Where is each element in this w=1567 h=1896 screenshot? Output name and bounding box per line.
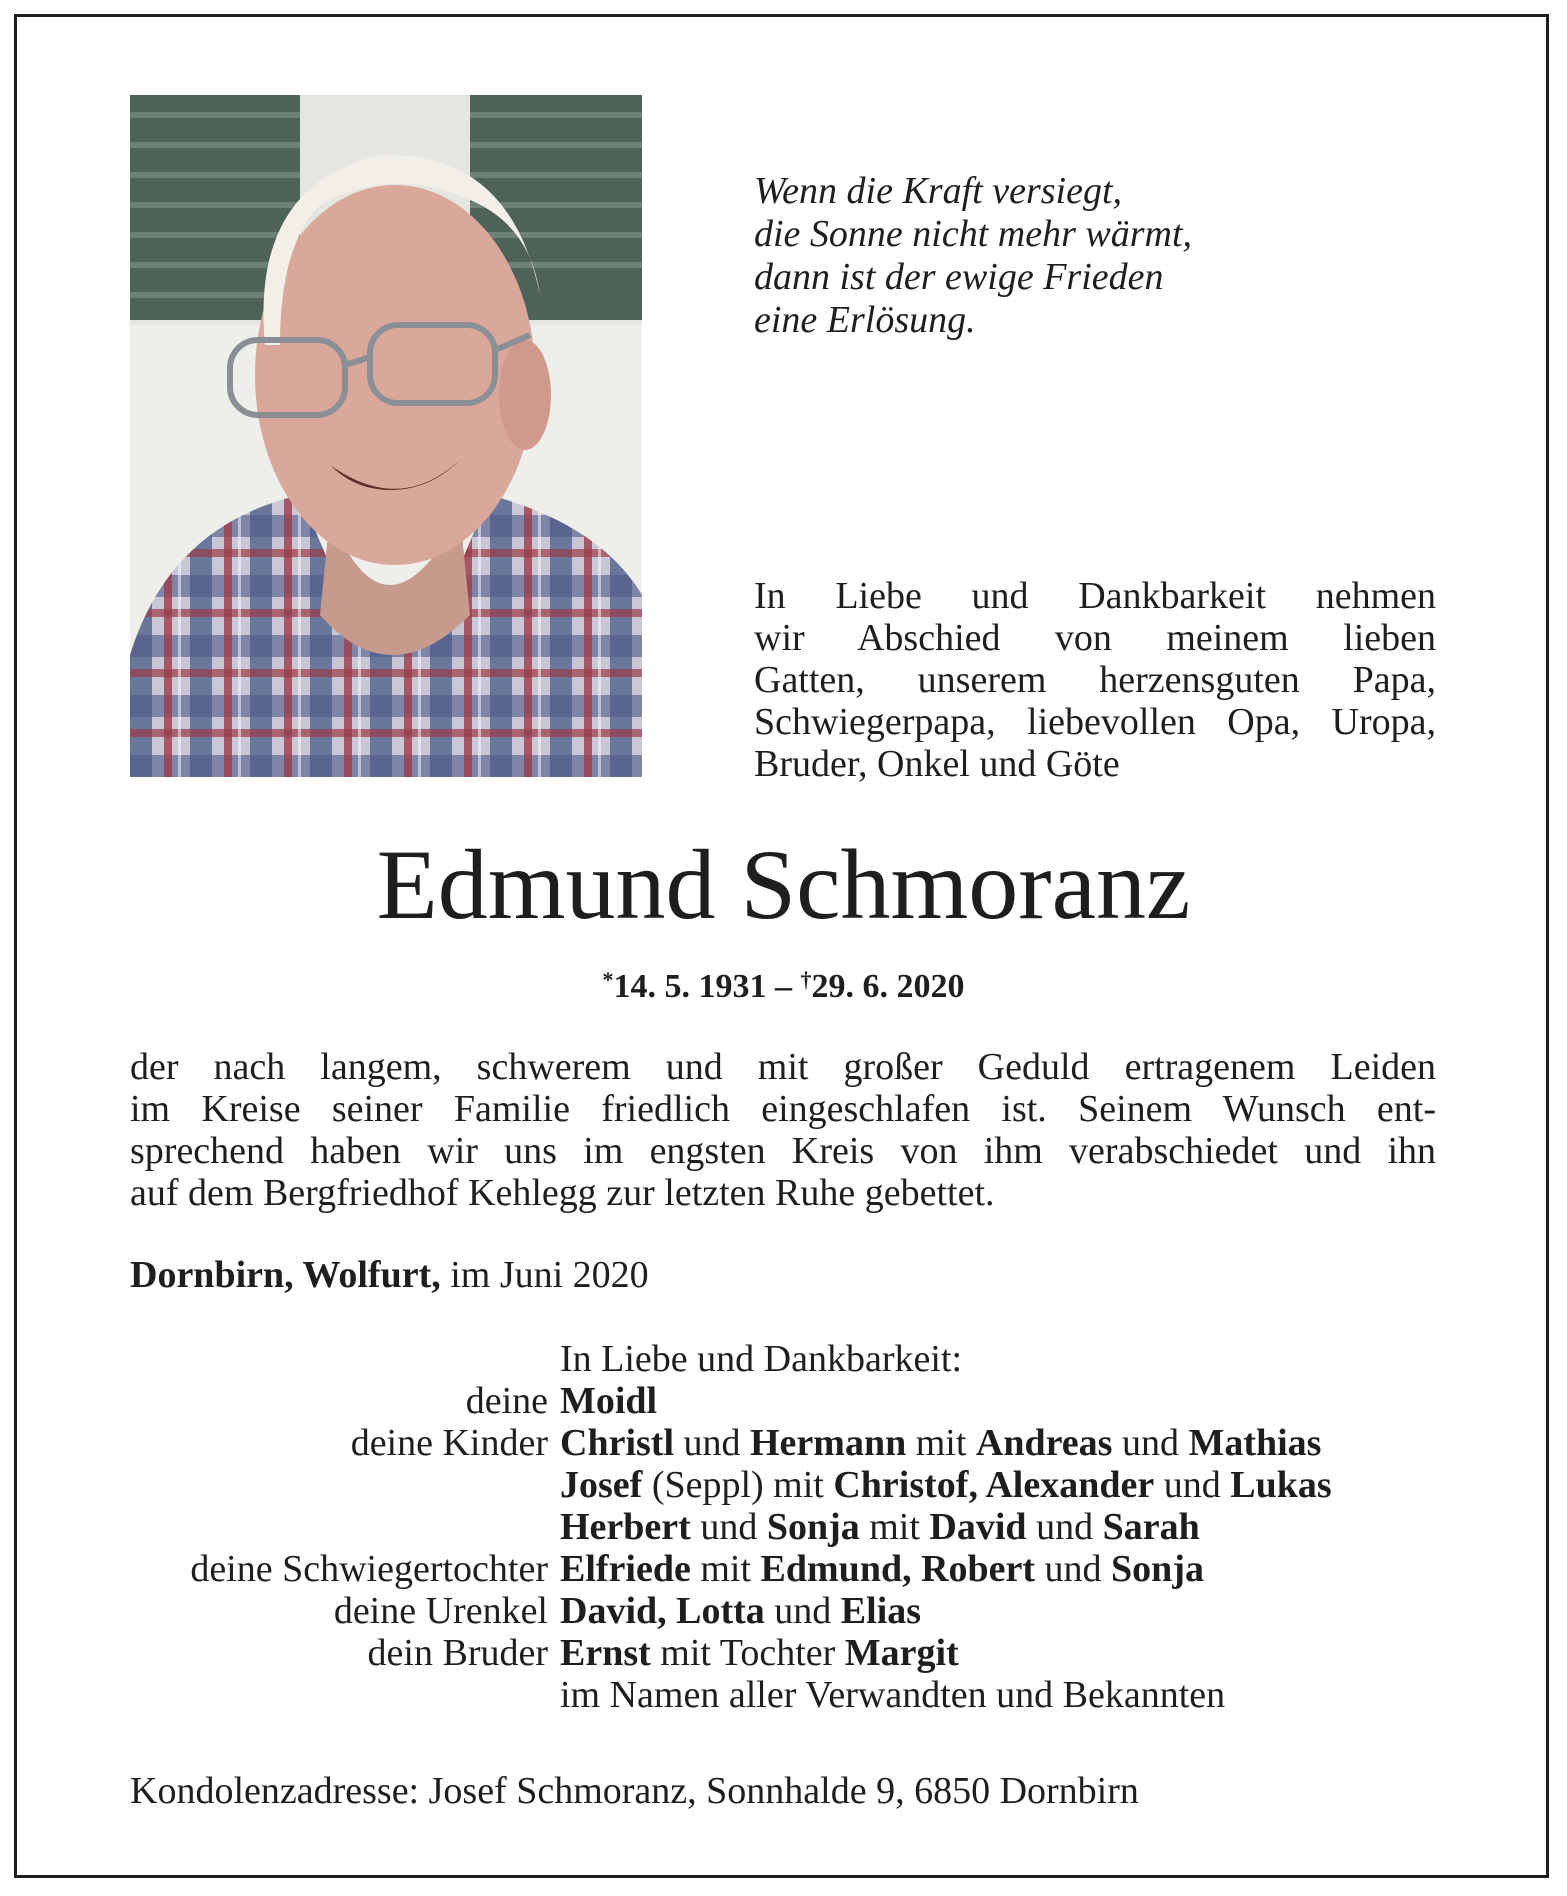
mourner-names <box>560 1422 1436 1464</box>
mourner-connector: und <box>690 1506 767 1548</box>
mourner-connector: und <box>674 1422 750 1464</box>
mourner-relation: deine Schwiegertochter <box>190 1548 548 1590</box>
mourner-name: Ernst <box>560 1632 651 1674</box>
mourner-names <box>560 1590 1436 1632</box>
mourner-names <box>560 1506 1436 1548</box>
body-line: der nach langem, schwerem und mit großer Geduld ertragenem Leiden <box>130 1046 1436 1088</box>
mourner-name: Mathias <box>1188 1422 1322 1464</box>
intro-line: Gatten, unserem herzensguten Papa, <box>754 659 1436 701</box>
mourner-name: Margit <box>844 1632 959 1674</box>
intro-line: In Liebe und Dankbarkeit nehmen <box>754 575 1436 617</box>
mourner-names <box>560 1548 1436 1590</box>
mourner-row <box>130 1590 1436 1632</box>
mourner-row <box>130 1506 1436 1548</box>
mourner-relation: deine Kinder <box>350 1422 548 1464</box>
mourner-name: Josef <box>560 1464 643 1506</box>
mourner-name: Christof, Alexander <box>833 1464 1155 1506</box>
intro-line: Bruder, Onkel und Göte <box>754 743 1120 785</box>
place-date: im Juni 2020 <box>440 1254 649 1296</box>
birth-symbol: * <box>602 967 614 992</box>
mourner-row <box>130 1548 1436 1590</box>
intro-line: Schwiegerpapa, liebevollen Opa, Uropa, <box>754 701 1436 743</box>
body-line: im Kreise seiner Familie friedlich eingeschlafen ist. Seinem Wunsch ent- <box>130 1088 1436 1130</box>
mourner-names <box>560 1380 1436 1422</box>
mourner-relation <box>130 1506 560 1548</box>
mourner-connector: und <box>1154 1464 1231 1506</box>
condolence-address: Kondolenzadresse: Josef Schmoranz, Sonnhalde 9, 6850 Dornbirn <box>130 1770 1139 1812</box>
poem-line: dann ist der ewige Frieden <box>754 256 1164 298</box>
portrait-photo <box>130 95 642 777</box>
mourner-connector: mit Tochter <box>650 1632 845 1674</box>
deceased-name: Edmund Schmoranz <box>376 829 1191 940</box>
mourners-heading: In Liebe und Dankbarkeit: <box>560 1338 963 1380</box>
farewell-intro <box>754 575 1436 785</box>
mourner-name: Moidl <box>560 1380 658 1422</box>
mourner-connector: und <box>1112 1422 1189 1464</box>
mourner-connector: mit <box>690 1548 761 1590</box>
mourner-name: Elfriede <box>560 1548 691 1590</box>
mourner-name: Sonja <box>766 1506 860 1548</box>
mourner-connector: im Namen aller Verwandten und Bekannten <box>560 1674 1226 1716</box>
mourner-row <box>130 1632 1436 1674</box>
mourner-relation <box>130 1674 560 1716</box>
date-dash: – <box>766 968 801 1005</box>
poem <box>754 170 1314 342</box>
obituary-text <box>130 1046 1436 1214</box>
mourner-name: Herbert <box>560 1506 691 1548</box>
mourner-name: Sonja <box>1111 1548 1204 1590</box>
mourner-row <box>130 1464 1436 1506</box>
mourner-relation: deine <box>465 1380 548 1422</box>
death-date: 29. 6. 2020 <box>811 968 965 1005</box>
mourner-connector: (Seppl) mit <box>642 1464 834 1506</box>
mourner-connector: und <box>764 1590 841 1632</box>
death-symbol: † <box>800 967 812 992</box>
mourner-name: David, Lotta <box>560 1590 765 1632</box>
mourner-name: Elias <box>840 1590 922 1632</box>
mourner-relation: deine Urenkel <box>333 1590 548 1632</box>
life-dates <box>0 960 1567 1007</box>
mourner-name: Sarah <box>1102 1506 1200 1548</box>
mourner-name: Andreas <box>975 1422 1113 1464</box>
mourner-relation <box>130 1464 560 1506</box>
mourner-row <box>130 1674 1436 1716</box>
mourner-relation: dein Bruder <box>367 1632 548 1674</box>
mourner-name: Hermann <box>750 1422 907 1464</box>
birth-date: 14. 5. 1931 <box>613 968 767 1005</box>
place-cities: Dornbirn, Wolfurt, <box>130 1254 441 1296</box>
poem-line: Wenn die Kraft versiegt, <box>754 170 1122 212</box>
mourner-names <box>560 1632 1436 1674</box>
mourner-row <box>130 1422 1436 1464</box>
mourner-row <box>130 1380 1436 1422</box>
poem-line: eine Erlösung. <box>754 299 976 341</box>
mourner-name: Christl <box>560 1422 674 1464</box>
mourner-connector: und <box>1035 1548 1112 1590</box>
body-line: sprechend haben wir uns im engsten Kreis von ihm verabschiedet und ihn <box>130 1130 1436 1172</box>
poem-line: die Sonne nicht mehr wärmt, <box>754 213 1193 255</box>
mourners-list <box>130 1338 1436 1716</box>
mourner-name: Lukas <box>1230 1464 1332 1506</box>
mourner-connector: mit <box>859 1506 930 1548</box>
mourner-names <box>560 1464 1436 1506</box>
mourner-connector: und <box>1026 1506 1103 1548</box>
body-line: auf dem Bergfriedhof Kehlegg zur letzten Ruhe gebettet. <box>130 1172 995 1214</box>
mourner-name: Edmund, Robert <box>760 1548 1036 1590</box>
place-and-date <box>130 1254 649 1296</box>
mourner-names <box>560 1674 1436 1716</box>
intro-line: wir Abschied von meinem lieben <box>754 617 1436 659</box>
mourner-connector: mit <box>906 1422 976 1464</box>
mourner-name: David <box>929 1506 1027 1548</box>
